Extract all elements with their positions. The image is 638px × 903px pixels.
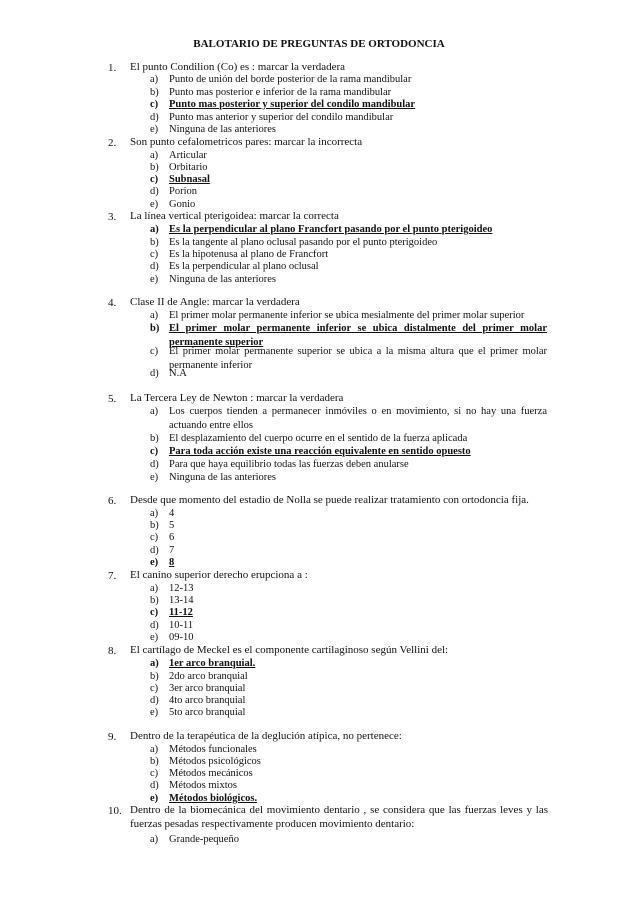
- option-text-correct: El primer molar permanente inferior se ubica distalmente del primer molar permanente superior: [169, 323, 547, 348]
- option-letter: a): [150, 744, 159, 755]
- option-text: 6: [169, 532, 175, 543]
- document-title: BALOTARIO DE PREGUNTAS DE ORTODONCIA: [193, 38, 445, 50]
- option-letter: a): [150, 310, 159, 321]
- option-letter: d): [150, 695, 159, 706]
- option-text: 3er arco branquial: [169, 683, 246, 694]
- option-letter: a): [150, 508, 159, 519]
- option-text: El desplazamiento del cuerpo ocurre en el sentido de la fuerza aplicada: [169, 433, 468, 444]
- option-letter: a): [150, 658, 159, 669]
- option-letter: c): [150, 249, 159, 260]
- option-text: Los cuerpos tienden a permanecer inmóviles o en movimiento, si no hay una fuerza actuando entre ellos: [169, 406, 547, 431]
- option-letter: a): [150, 150, 159, 161]
- option-text: Es la hipotenusa al plano de Francfort: [169, 249, 329, 260]
- option-text: Ninguna de las anteriores: [169, 274, 277, 285]
- question-number: 6.: [108, 495, 117, 507]
- question-number: 5.: [108, 393, 117, 405]
- option-letter: b): [150, 162, 159, 173]
- option-text: 4: [169, 508, 175, 519]
- option-text: Articular: [169, 150, 207, 161]
- option-text: Punto mas anterior y superior del condilo mandibular: [169, 112, 394, 123]
- option-text: Punto mas posterior e inferior de la rama mandibular: [169, 87, 392, 98]
- option-text: 10-11: [169, 620, 194, 631]
- question-number: 7.: [108, 570, 117, 582]
- option-letter: b): [150, 520, 159, 531]
- option-text-correct: Subnasal: [169, 174, 210, 185]
- question-text: El cartílago de Meckel es el componente cartilaginoso según Vellini del:: [130, 644, 449, 656]
- option-letter: e): [150, 274, 159, 285]
- question-number: 2.: [108, 137, 117, 149]
- option-text: Es la perpendicular al plano oclusal: [169, 261, 319, 272]
- question-number: 3.: [108, 211, 117, 223]
- option-letter: c): [150, 532, 159, 543]
- option-letter: d): [150, 186, 159, 197]
- option-letter: e): [150, 472, 159, 483]
- question-text: Dentro de la biomecánica del movimiento dentario , se considera que las fuerzas leves y las fuerzas pesadas respectivamente producen movimiento dentario:: [130, 804, 548, 830]
- question-text: Dentro de la terapéutica de la deglución atípica, no pertenece:: [130, 730, 402, 742]
- option-text: Gonio: [169, 199, 196, 210]
- option-letter: c): [150, 346, 159, 357]
- question-number: 4.: [108, 297, 117, 309]
- question-text: El canino superior derecho erupciona a :: [130, 569, 308, 581]
- option-letter: d): [150, 261, 159, 272]
- option-text: Porion: [169, 186, 198, 197]
- option-letter: d): [150, 459, 159, 470]
- option-letter: d): [150, 112, 159, 123]
- option-letter: b): [150, 87, 159, 98]
- option-letter: c): [150, 768, 159, 779]
- option-text-correct: Es la perpendicular al plano Francfort pasando por el punto pterigoideo: [169, 224, 493, 235]
- option-text-correct: 8: [169, 557, 175, 568]
- option-text: Ninguna de las anteriores: [169, 124, 277, 135]
- option-text-correct: 1er arco branquial.: [169, 658, 256, 669]
- option-text: Punto de unión del borde posterior de la rama mandibular: [169, 74, 412, 85]
- option-text: Métodos mixtos: [169, 780, 237, 791]
- option-text: 09-10: [169, 632, 194, 643]
- option-letter: a): [150, 224, 159, 235]
- option-text: 2do arco branquial: [169, 671, 248, 682]
- option-letter: a): [150, 74, 159, 85]
- option-letter: b): [150, 671, 159, 682]
- option-text-correct: Punto mas posterior y superior del condilo mandibular: [169, 99, 416, 110]
- option-letter: b): [150, 595, 159, 606]
- option-letter: e): [150, 199, 159, 210]
- option-text: Métodos mecánicos: [169, 768, 253, 779]
- option-letter: e): [150, 124, 159, 135]
- option-text: Para que haya equilibrio todas las fuerzas deben anularse: [169, 459, 409, 470]
- option-letter: b): [150, 756, 159, 767]
- option-text: Grande-pequeño: [169, 834, 239, 845]
- option-letter: d): [150, 780, 159, 791]
- option-letter: e): [150, 707, 159, 718]
- question-text: El punto Condilion (Co) es : marcar la verdadera: [130, 61, 346, 73]
- option-text: El primer molar permanente inferior se ubica mesialmente del primer molar superior: [169, 310, 525, 321]
- option-text: 7: [169, 545, 175, 556]
- option-text: 5: [169, 520, 175, 531]
- option-text-correct: Para toda acción existe una reacción equivalente en sentido opuesto: [169, 446, 471, 457]
- option-text: Métodos psicológicos: [169, 756, 261, 767]
- option-letter: e): [150, 793, 159, 804]
- question-text: La Tercera Ley de Newton : marcar la verdadera: [130, 392, 344, 404]
- option-letter: a): [150, 834, 159, 845]
- option-letter: b): [150, 323, 160, 334]
- option-letter: b): [150, 237, 159, 248]
- question-text: Desde que momento del estadio de Nolla se puede realizar tratamiento con ortodoncia fija.: [130, 494, 529, 506]
- option-text-correct: 11-12: [169, 607, 193, 618]
- option-letter: e): [150, 557, 159, 568]
- question-number: 10.: [108, 805, 122, 817]
- option-letter: c): [150, 607, 159, 618]
- question-number: 8.: [108, 645, 117, 657]
- option-text-correct: Métodos biológicos.: [169, 793, 258, 804]
- option-text: 5to arco branquial: [169, 707, 246, 718]
- question-text: Son punto cefalometricos pares: marcar la incorrecta: [130, 136, 363, 148]
- option-text: Métodos funcionales: [169, 744, 257, 755]
- option-letter: b): [150, 433, 159, 444]
- option-letter: d): [150, 620, 159, 631]
- question-number: 9.: [108, 731, 117, 743]
- option-letter: c): [150, 683, 159, 694]
- option-letter: c): [150, 99, 159, 110]
- option-letter: d): [150, 368, 159, 379]
- option-text: Es la tangente al plano oclusal pasando por el punto pterigoideo: [169, 237, 438, 248]
- option-text: El primer molar permanente superior se ubica a la misma altura que el primer molar permanente inferior: [169, 346, 547, 371]
- question-text: Clase II de Angle: marcar la verdadera: [130, 296, 300, 308]
- option-letter: c): [150, 174, 159, 185]
- option-letter: d): [150, 545, 159, 556]
- option-letter: c): [150, 446, 159, 457]
- option-letter: a): [150, 406, 159, 417]
- option-text: Ninguna de las anteriores: [169, 472, 277, 483]
- option-letter: e): [150, 632, 159, 643]
- question-text: La línea vertical pterigoidea: marcar la correcta: [130, 210, 339, 222]
- question-number: 1.: [108, 62, 117, 74]
- option-text: 13-14: [169, 595, 194, 606]
- option-text: 4to arco branquial: [169, 695, 246, 706]
- option-text: Orbitario: [169, 162, 208, 173]
- option-letter: a): [150, 583, 159, 594]
- option-text: 12-13: [169, 583, 194, 594]
- option-text: N.A: [169, 368, 187, 379]
